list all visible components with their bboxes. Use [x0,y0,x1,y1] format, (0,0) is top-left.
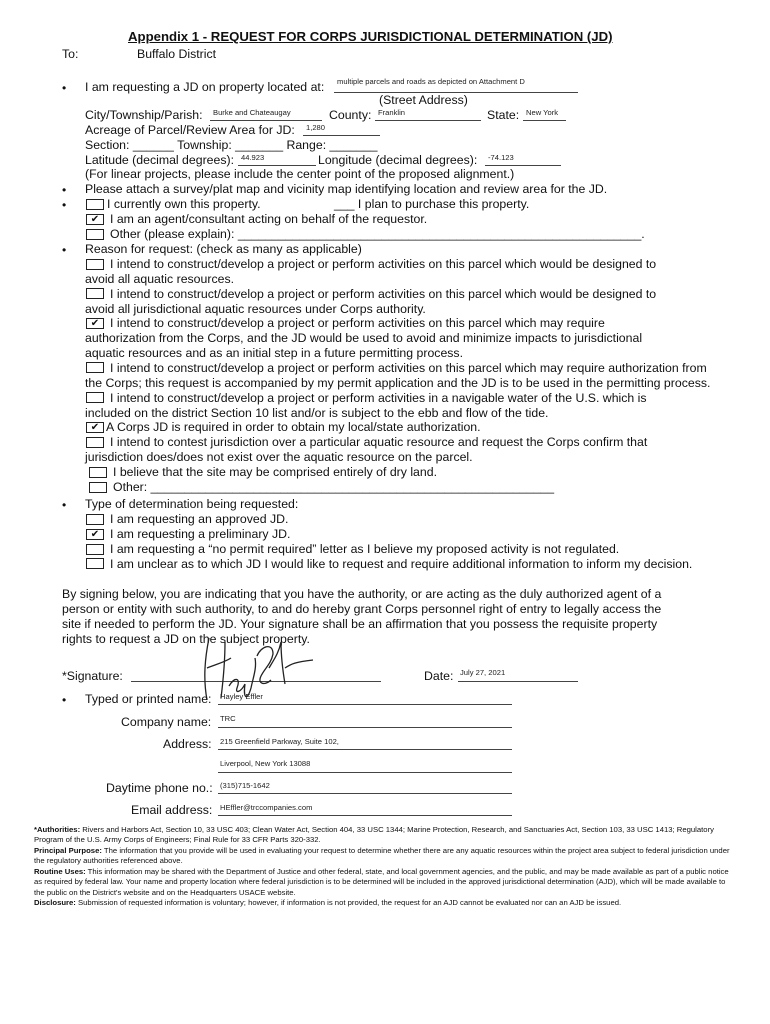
reason-may-require-label: I intend to construct/develop a project or perform activities on this parcel which may require [110,316,605,330]
own-property-checkbox[interactable] [86,199,104,210]
printed-name-field[interactable] [220,692,420,701]
bullet-icon: • [62,693,67,707]
email-label: Email address: [131,803,213,817]
disclosure-note: Disclosure: Submission of requested information is voluntary; however, if information is not provided, the request for an AJD cannot be evaluated nor can an AJD be issued. [34,898,622,907]
address-label: Address: [163,737,212,751]
preliminary-jd-label: I am requesting a preliminary JD. [110,527,291,541]
reason-local-state-label: A Corps JD is required in order to obtain my local/state authorization. [106,420,481,434]
approved-jd-label: I am requesting an approved JD. [110,512,289,526]
signing-paragraph-line4: rights to request a JD on the subject property. [62,632,310,646]
linear-project-note: (For linear projects, please include the center point of the proposed alignment.) [85,167,515,181]
purpose-note: Principal Purpose: The information that you provide will be used in evaluating your request to determine whether there are any aquatic resources within the project area subject to federal jurisdiction under the regulatory authorities referenced above. [34,846,730,866]
to-value: Buffalo District [137,47,217,61]
reason-permit-application-label: I intend to construct/develop a project or perform activities on this parcel which may require authorization from [110,361,707,375]
reason-dry-land-label: I believe that the site may be comprised entirely of dry land. [113,465,437,479]
reason-avoid-all-label: I intend to construct/develop a project or perform activities on this parcel which would be designed to [110,257,657,271]
address-line2-field[interactable] [220,759,470,768]
county-field[interactable] [378,108,478,117]
preliminary-jd-checkbox[interactable]: ✔ [86,529,104,540]
reason-contest-label-cont: jurisdiction does/does not exist over the aquatic resource on the parcel. [85,450,473,464]
date-field[interactable] [460,668,575,677]
address-line1-field[interactable] [220,737,470,746]
date-label: Date: [424,669,454,683]
state-field[interactable] [526,108,566,117]
longitude-label: Longitude (decimal degrees): [318,153,478,167]
reason-permit-application-label-cont: the Corps; this request is accompanied by my permit application and the JD is to be used in the permitting process. [85,376,711,390]
state-label: State: [487,108,520,122]
page-title: Appendix 1 - REQUEST FOR CORPS JURISDICTIONAL DETERMINATION (JD) [128,29,613,44]
city-label: City/Township/Parish: [85,108,203,122]
property-intro: I am requesting a JD on property located at: [85,80,325,94]
county-label: County: [329,108,372,122]
reason-navigable-water-label-cont: included on the district Section 10 list and/or is subject to the ebb and flow of the tide. [85,406,549,420]
agent-checkbox[interactable]: ✔ [86,214,104,225]
bullet-icon: • [62,198,67,212]
bullet-icon: • [62,243,67,257]
reason-other-checkbox[interactable] [89,482,107,493]
ownership-other-label: Other (please explain): ___________________________________________________________. [110,227,645,241]
phone-label: Daytime phone no.: [106,781,213,795]
street-address-caption: (Street Address) [379,93,468,107]
reason-may-require-label-cont2: aquatic resources and as an initial step in a future permitting process. [85,346,463,360]
reason-avoid-jurisdictional-label: I intend to construct/develop a project or perform activities on this parcel which would be designed to [110,287,657,301]
reason-permit-application-checkbox[interactable] [86,362,104,373]
unclear-label: I am unclear as to which JD I would like to request and require additional information to inform my decision. [110,557,693,571]
signing-paragraph-line1: By signing below, you are indicating that you have the authority, or are acting as the duly authorized agent of a [62,587,662,601]
reason-may-require-label-cont: authorization from the Corps, and the JD would be used to avoid and minimize impacts to jurisdictional [85,331,643,345]
latitude-label: Latitude (decimal degrees): [85,153,235,167]
plan-purchase-label: ___ I plan to purchase this property. [334,197,530,211]
bullet-icon: • [62,183,67,197]
acreage-label: Acreage of Parcel/Review Area for JD: [85,123,295,137]
reason-avoid-jurisdictional-checkbox[interactable] [86,288,104,299]
reason-may-require-checkbox[interactable]: ✔ [86,318,104,329]
no-permit-checkbox[interactable] [86,544,104,555]
to-label: To: [62,47,79,61]
city-field[interactable] [213,108,321,117]
own-property-label: I currently own this property. [107,197,261,211]
routine-uses-note: Routine Uses: This information may be shared with the Department of Justice and other federal, state, and local government agencies, and the public, and may be made available as part of a public notice as required by federal law. Your name and property location where federal jurisdiction is to be determined will be included in the approved jurisdictional determination (AJD), which will be made available to the public on the District's website and on the Headquarters USACE website. [34,867,729,897]
email-field[interactable] [220,803,470,812]
longitude-field[interactable] [488,153,558,162]
reason-contest-checkbox[interactable] [86,437,104,448]
signing-paragraph-line2: person or entity with such authority, to and do hereby grant Corps personnel right of entry to legally access the [62,602,662,616]
reason-avoid-all-label-cont: avoid all aquatic resources. [85,272,235,286]
approved-jd-checkbox[interactable] [86,514,104,525]
reason-contest-label: I intend to contest jurisdiction over a particular aquatic resource and request the Corps confirm that [110,435,648,449]
reason-local-state-checkbox[interactable]: ✔ [86,422,104,433]
reason-navigable-water-label: I intend to construct/develop a project or perform activities in a navigable water of the U.S. which is [110,391,647,405]
reason-avoid-jurisdictional-label-cont: avoid all jurisdictional aquatic resources under Corps authority. [85,302,426,316]
reason-navigable-water-checkbox[interactable] [86,392,104,403]
company-label: Company name: [121,715,212,729]
company-field[interactable] [220,714,420,723]
determination-heading: Type of determination being requested: [85,497,299,511]
signing-paragraph-line3: site if needed to perform the JD. Your signature shall be an affirmation that you possess the requisite property [62,617,658,631]
section-township-range: Section: ______ Township: _______ Range: _______ [85,138,378,152]
agent-label: I am an agent/consultant acting on behalf of the requestor. [110,212,428,226]
no-permit-label: I am requesting a “no permit required” letter as I believe my proposed activity is not regulated. [110,542,620,556]
attach-map-note: Please attach a survey/plat map and vicinity map identifying location and review area for the JD. [85,182,608,196]
bullet-icon: • [62,81,67,95]
unclear-checkbox[interactable] [86,558,104,569]
phone-field[interactable] [220,781,420,790]
reason-dry-land-checkbox[interactable] [89,467,107,478]
ownership-other-checkbox[interactable] [86,229,104,240]
reason-avoid-all-checkbox[interactable] [86,259,104,270]
signature-label: *Signature: [62,669,123,683]
reason-other-label: Other: ___________________________________________________________ [113,480,555,494]
location-field[interactable] [337,77,577,86]
bullet-icon: • [62,498,67,512]
acreage-field[interactable] [306,123,376,132]
latitude-field[interactable] [241,153,313,162]
authorities-note: *Authorities: Rivers and Harbors Act, Section 10, 33 USC 403; Clean Water Act, Section 404, 33 USC 1344; Marine Protection, Research, and Sanctuaries Act, Section 103, 33 USC 1413; Regulatory Program of the U.S. Army Corps of Engineers; Final Rule for 33 CFR Parts 320-332. [34,825,714,845]
reason-heading: Reason for request: (check as many as applicable) [85,242,362,256]
printed-name-label: Typed or printed name: [85,692,212,706]
